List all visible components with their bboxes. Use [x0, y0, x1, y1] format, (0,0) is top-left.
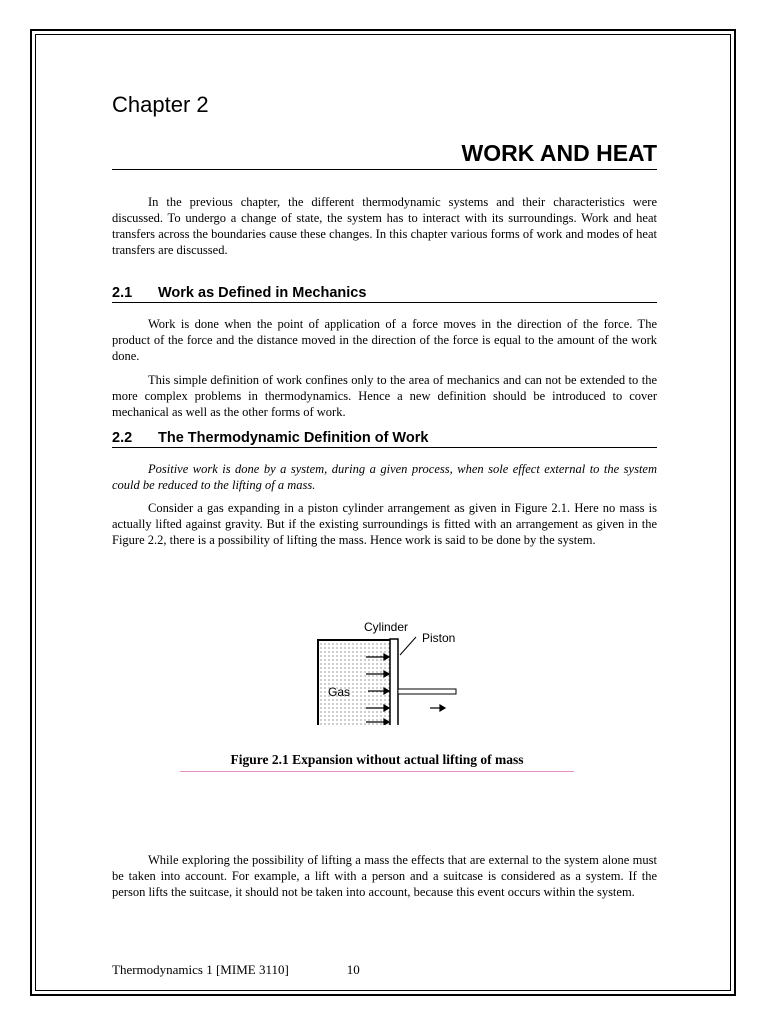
footer-page-number: 10	[346, 962, 360, 977]
movement-arrow	[430, 705, 445, 711]
work-definition: Positive work is done by a system, during a given process, when sole effect external to the system could be reduced to the lifting of a mass.	[112, 462, 657, 492]
gas-region	[320, 642, 390, 725]
piston-leader	[400, 637, 416, 655]
gas-label: Gas	[328, 685, 351, 699]
intro-paragraph: In the previous chapter, the different thermodynamic systems and their characteristics were discussed. To undergo a change of state, the system has to interact with its surroundings. Work and heat transfers across the boundaries cause these changes. In this chapter various forms of work and modes of heat transfers are discussed.	[112, 195, 657, 257]
piston	[390, 639, 398, 725]
piston-cylinder-diagram	[200, 615, 480, 725]
figure-caption: Figure 2.1 Expansion without actual lifting of mass	[180, 752, 574, 772]
section-heading-2-2	[112, 430, 657, 448]
chapter-title: WORK AND HEAT	[461, 140, 657, 166]
piston-label: Piston	[422, 631, 456, 645]
figure-piston-cylinder	[200, 615, 480, 725]
section-number: 2.1	[112, 285, 133, 301]
section-title: The Thermodynamic Definition of Work	[158, 430, 429, 446]
section2-paragraph-1: Consider a gas expanding in a piston cylinder arrangement as given in Figure 2.1. Here no mass is actually lifted against gravity. But if the existing surroundings is fitted with an arrangement as given in the Figure 2.2, there is a possibility of lifting the mass. Hence work is said to be done by the system.	[112, 501, 657, 547]
piston-rod	[398, 689, 456, 694]
section-number: 2.2	[112, 430, 133, 446]
section1-paragraph-2: This simple definition of work confines only to the area of mechanics and can not be extended to the more complex problems in thermodynamics. Hence a new definition should be introduced to cover mechanical as well as the other forms of work.	[112, 373, 657, 419]
title-rule	[112, 169, 657, 170]
chapter-label: Chapter 2	[112, 92, 209, 117]
section-title: Work as Defined in Mechanics	[158, 285, 367, 301]
cylinder-label: Cylinder	[364, 620, 409, 634]
page-footer	[112, 962, 360, 978]
section-heading-2-1	[112, 285, 657, 303]
section1-paragraph-1: Work is done when the point of application of a force moves in the direction of the force. The product of the force and the distance moved in the direction of the force is equal to the amount of the work done.	[112, 317, 657, 363]
footer-course: Thermodynamics 1 [MIME 3110]	[112, 962, 289, 977]
section2-paragraph-2: While exploring the possibility of lifting a mass the effects that are external to the system alone must be taken into account. For example, a lift with a person and a suitcase is considered as a system. If the person lifts the suitcase, it should not be taken into account, because this event occurs within the system.	[112, 853, 657, 899]
